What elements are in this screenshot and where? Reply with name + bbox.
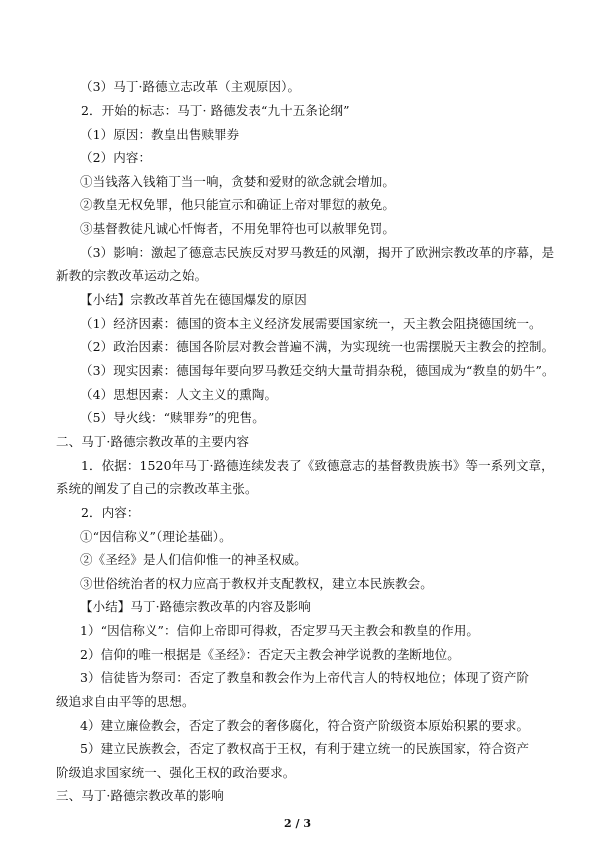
text-line: （2）政治因素：德国各阶层对教会普遍不满，为实现统一也需摆脱天主教会的控制。 [80,339,555,354]
text-line: 系统的阐发了自己的宗教改革主张。 [56,481,258,496]
text-line: 新教的宗教改革运动之始。 [56,268,208,283]
page-number: 2 / 3 [284,817,311,830]
section-heading: 二、马丁·路德宗教改革的主要内容 [56,434,250,449]
text-line: （4）思想因素：人文主义的熏陶。 [80,387,278,402]
text-line: 1）“因信称义”：信仰上帝即可得救，否定罗马天主教会和教皇的作用。 [80,623,480,638]
text-line: 3）信徒皆为祭司：否定了教皇和教会作为上帝代言人的特权地位；体现了资产阶 [80,670,530,685]
text-line: 1．依据：1520年马丁·路德连续发表了《致德意志的基督教贵族书》等一系列文章， [81,458,554,473]
text-line: 2．开始的标志：马丁· 路德发表“九十五条论纲” [81,103,350,118]
text-line: 阶级追求国家统一、强化王权的政治要求。 [56,765,296,780]
text-line: （3）影响：激起了德意志民族反对罗马教廷的风潮，揭开了欧洲宗教改革的序幕，是 [80,245,555,260]
summary-heading: 【小结】宗教改革首先在德国爆发的原因 [80,292,307,307]
text-line: 级追求自由平等的思想。 [56,694,195,709]
text-line: ①“因信称义”（理论基础）。 [80,529,232,544]
text-line: ①当钱落入钱箱丁当一响，贪婪和爱财的欲念就会增加。 [80,174,396,189]
text-line: （2）内容： [80,150,152,165]
text-line: ②《圣经》是人们信仰惟一的神圣权威。 [80,552,307,567]
text-line: 2）信仰的唯一根据是《圣经》：否定天主教会神学说教的垄断地位。 [80,647,460,662]
text-line: （1）经济因素：德国的资本主义经济发展需要国家统一，天主教会阻挠德国统一。 [80,316,542,331]
section-heading: 三、马丁·路德宗教改革的影响 [56,788,224,803]
text-line: （5）导火线：“赎罪券”的兜售。 [80,410,265,425]
text-line: （1）原因：教皇出售赎罪券 [80,127,240,142]
text-line: ③基督教徒凡诚心忏悔者，不用免罪符也可以赦罪免罚。 [80,221,396,236]
text-line: 4）建立廉俭教会，否定了教会的奢侈腐化，符合资产阶级资本原始积累的要求。 [80,718,530,733]
text-line: ②教皇无权免罪，他只能宣示和确证上帝对罪愆的赦免。 [80,197,396,212]
summary-heading: 【小结】马丁·路德宗教改革的内容及影响 [80,599,311,614]
text-line: 2．内容： [81,505,140,520]
text-line: ③世俗统治者的权力应高于教权并支配教权，建立本民族教会。 [80,576,433,591]
text-line: 5）建立民族教会，否定了教权高于王权，有利于建立统一的民族国家，符合资产 [80,741,530,756]
text-line: （3）现实因素：德国每年要向罗马教廷交纳大量苛捐杂税，德国成为“教皇的奶牛”。 [80,363,555,378]
text-line: （3）马丁·路德立志改革（主观原因）。 [80,79,301,94]
